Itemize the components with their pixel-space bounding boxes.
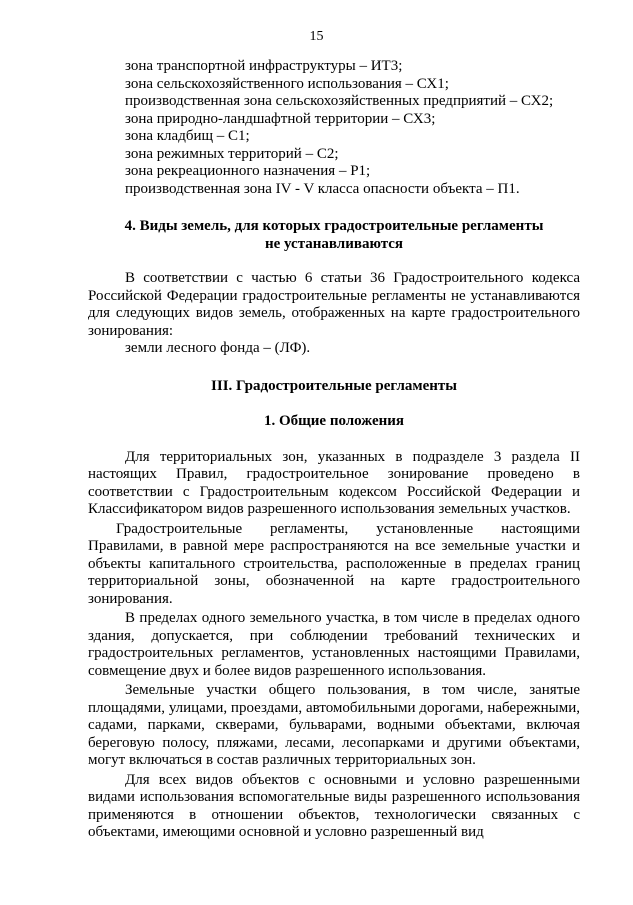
zone-item: зона транспортной инфраструктуры – ИТ3;	[125, 58, 403, 74]
part-3-heading: III. Градостроительные регламенты	[211, 377, 457, 394]
body-paragraph: Для всех видов объектов с основными и условно разрешенными видами использования вспомогательные виды разрешенного использования применяются в отношении объектов, технологически связанных с объектами, имеющими основной и условно разрешенный вид	[88, 771, 580, 840]
section-4-heading	[88, 218, 580, 253]
zone-list	[88, 58, 580, 198]
general-provisions-heading: 1. Общие положения	[263, 413, 405, 429]
zone-item: производственная зона сельскохозяйственных предприятий – СХ2;	[125, 93, 554, 109]
page-number: 15	[309, 29, 324, 44]
zone-item: зона рекреационного назначения – Р1;	[125, 163, 371, 179]
body-paragraph: Земельные участки общего пользования, в том числе, занятые площадями, улицами, проездами, автомобильными дорогами, набережными, садами, парками, скверами, бульварами, водными объектами, включая береговую полосу, пляжами, лесами, лесопарками и другими объектами, могут включаться в состав различных территориальных зон.	[88, 682, 580, 768]
body-paragraph: Для территориальных зон, указанных в подразделе 3 раздела II настоящих Правил, градостроительное зонирование проведено в соответствии с Градостроительным кодексом Российской Федерации и Классификатором видов разрешенного использования земельных участков.	[88, 448, 580, 517]
zone-item: зона режимных территорий – С2;	[125, 145, 339, 162]
zone-item: производственная зона IV - V класса опасности объекта – П1.	[125, 180, 520, 197]
section-4-paragraph: В соответствии с частью 6 статьи 36 Градостроительного кодекса Российской Федерации градостроительные регламенты не устанавливаются для следующих видов земель, отображенных на карте градостроительного зонирования:	[88, 270, 580, 339]
body-paragraph: Градостроительные регламенты, установленные настоящими Правилами, в равной мере распространяются на все земельные участки и объекты капитального строительства, расположенные в пределах границ территориальной зоны, обозначенной на карте градостроительного зонирования.	[88, 520, 580, 607]
zone-item: зона кладбищ – С1;	[125, 128, 250, 144]
page-content	[88, 58, 580, 842]
zone-item: зона сельскохозяйственного использования – СХ1;	[125, 75, 449, 92]
section-4-heading-line-2: не устанавливаются	[264, 235, 404, 252]
forest-land-item: земли лесного фонда – (ЛФ).	[125, 340, 311, 356]
zone-item: зона природно-ландшафтной территории – СХ3;	[125, 110, 436, 127]
body-paragraph: В пределах одного земельного участка, в том числе в пределах одного здания, допускается, при соблюдении требований технических и градостроительных регламентов, установленных настоящими Правилами, совмещение двух и более видов разрешенного использования.	[88, 610, 580, 679]
section-4-heading-line-1: 4. Виды земель, для которых градостроительные регламенты	[124, 218, 544, 234]
